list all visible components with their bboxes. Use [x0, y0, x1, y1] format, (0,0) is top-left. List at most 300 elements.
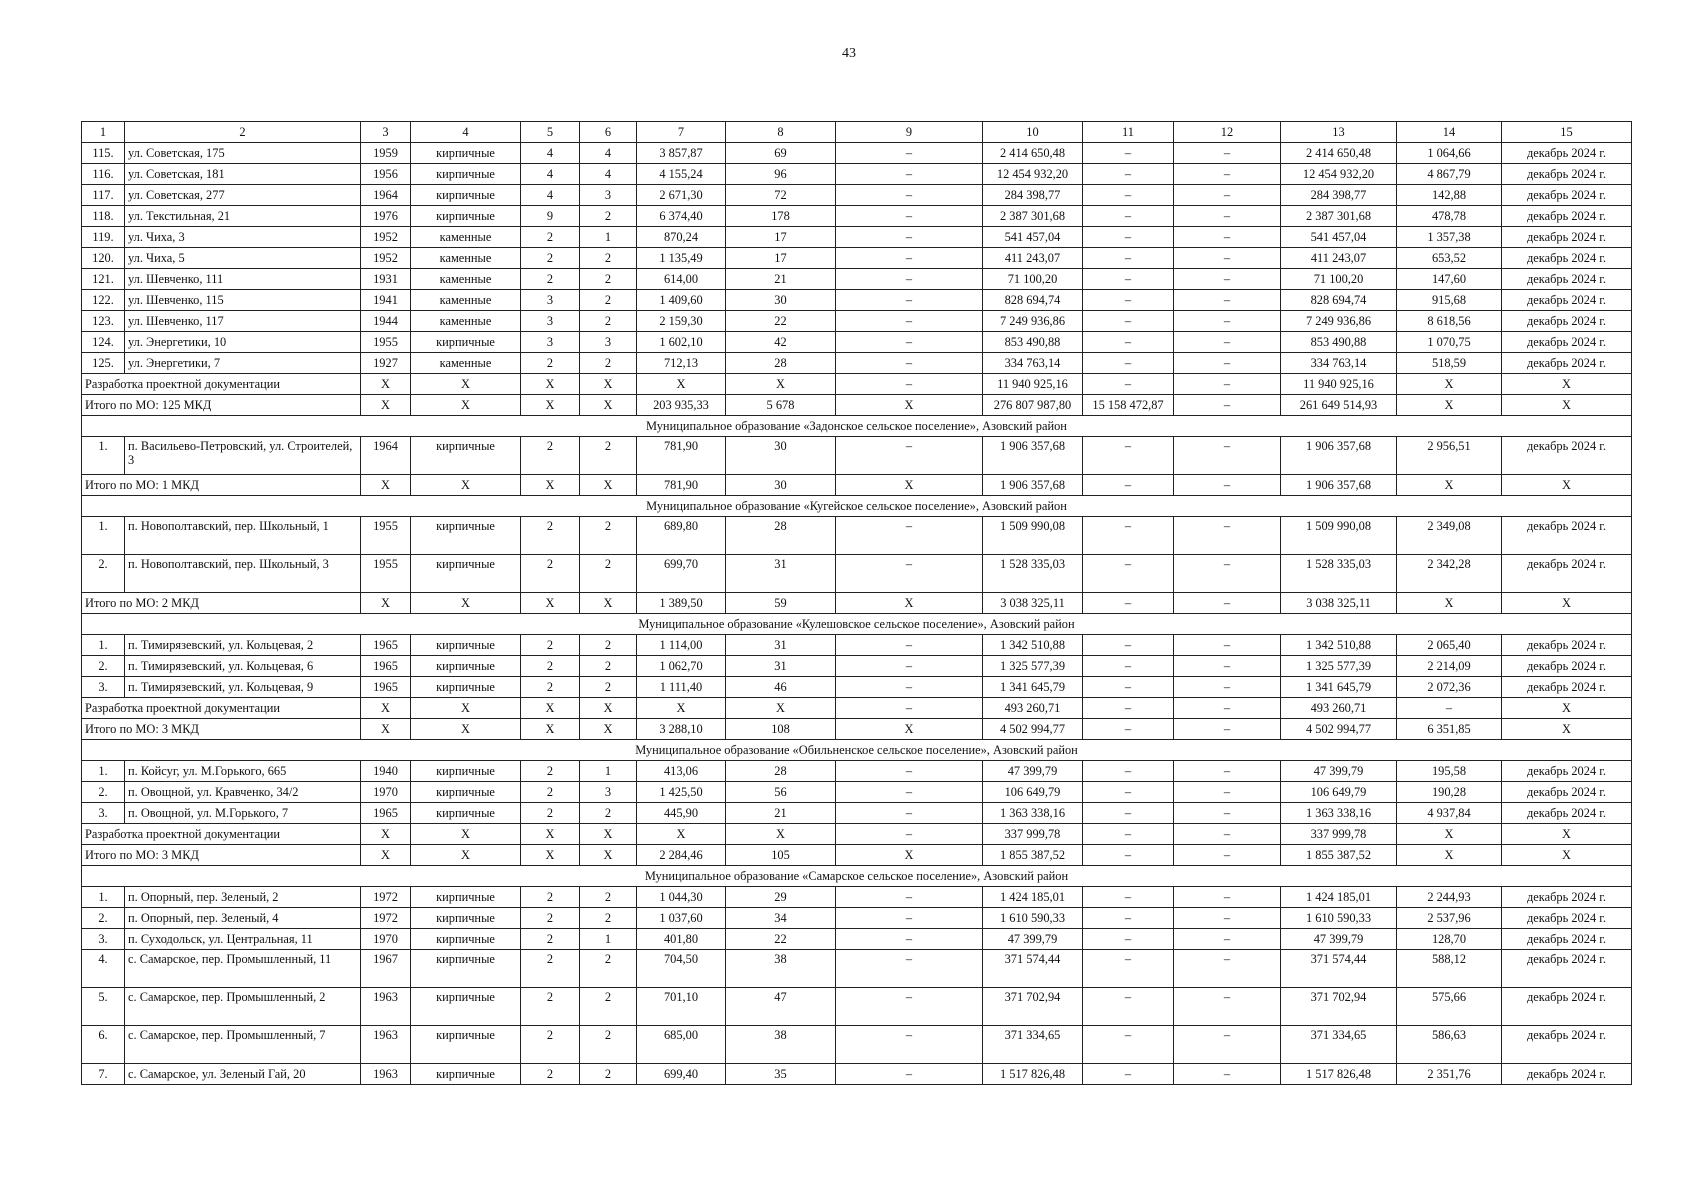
table-cell: 2: [521, 227, 580, 248]
table-cell: –: [1174, 761, 1281, 782]
table-cell: 35: [726, 1064, 836, 1085]
table-cell: 371 574,44: [1281, 950, 1397, 988]
table-cell: –: [1083, 988, 1174, 1026]
table-cell: декабрь 2024 г.: [1502, 164, 1632, 185]
table-cell: –: [836, 374, 983, 395]
table-cell: 122.: [82, 290, 125, 311]
housing-registry-table: [81, 121, 1632, 1085]
table-cell: 118.: [82, 206, 125, 227]
table-cell: 704,50: [637, 950, 726, 988]
table-cell: 2: [580, 517, 637, 555]
table-cell: 3.: [82, 929, 125, 950]
table-cell: 1: [580, 929, 637, 950]
table-cell: 853 490,88: [983, 332, 1083, 353]
address-cell: ул. Чиха, 3: [125, 227, 361, 248]
table-cell: X: [411, 475, 521, 496]
table-cell: –: [1174, 248, 1281, 269]
table-row: [82, 206, 1632, 227]
address-cell: с. Самарское, пер. Промышленный, 7: [125, 1026, 361, 1064]
table-cell: 9: [521, 206, 580, 227]
table-cell: –: [1174, 269, 1281, 290]
table-cell: 115.: [82, 143, 125, 164]
table-cell: 1 111,40: [637, 677, 726, 698]
total-label: Итого по МО: 3 МКД: [82, 845, 361, 866]
table-cell: 1963: [361, 1064, 411, 1085]
table-cell: 2.: [82, 908, 125, 929]
municipality-title: Муниципальное образование «Кулешовское сельское поселение», Азовский район: [82, 614, 1632, 635]
table-cell: 30: [726, 437, 836, 475]
table-cell: 15 158 472,87: [1083, 395, 1174, 416]
table-cell: 178: [726, 206, 836, 227]
table-cell: X: [836, 845, 983, 866]
table-cell: 117.: [82, 185, 125, 206]
table-cell: декабрь 2024 г.: [1502, 803, 1632, 824]
table-cell: декабрь 2024 г.: [1502, 248, 1632, 269]
table-cell: –: [1083, 1026, 1174, 1064]
table-cell: –: [836, 311, 983, 332]
table-cell: 47 399,79: [983, 761, 1083, 782]
table-cell: 2 387 301,68: [983, 206, 1083, 227]
table-cell: 2 671,30: [637, 185, 726, 206]
table-cell: 3: [580, 332, 637, 353]
table-cell: –: [1174, 555, 1281, 593]
table-row: [82, 761, 1632, 782]
address-cell: с. Самарское, пер. Промышленный, 2: [125, 988, 361, 1026]
table-cell: 2: [521, 269, 580, 290]
table-cell: 261 649 514,93: [1281, 395, 1397, 416]
table-cell: –: [1083, 206, 1174, 227]
table-cell: X: [836, 719, 983, 740]
table-cell: 689,80: [637, 517, 726, 555]
table-cell: декабрь 2024 г.: [1502, 290, 1632, 311]
table-cell: –: [1174, 988, 1281, 1026]
table-cell: 1 602,10: [637, 332, 726, 353]
table-cell: X: [361, 475, 411, 496]
table-cell: X: [361, 719, 411, 740]
table-cell: X: [521, 824, 580, 845]
table-cell: 1 363 338,16: [983, 803, 1083, 824]
table-cell: 2: [580, 353, 637, 374]
address-cell: п. Тимирязевский, ул. Кольцевая, 6: [125, 656, 361, 677]
table-cell: 8 618,56: [1397, 311, 1502, 332]
table-cell: 72: [726, 185, 836, 206]
address-cell: п. Овощной, ул. М.Горького, 7: [125, 803, 361, 824]
table-cell: декабрь 2024 г.: [1502, 143, 1632, 164]
table-cell: –: [1174, 185, 1281, 206]
table-cell: X: [521, 698, 580, 719]
table-cell: 2: [521, 1064, 580, 1085]
table-cell: –: [836, 185, 983, 206]
address-cell: п. Васильево-Петровский, ул. Строителей, 3: [125, 437, 361, 475]
table-cell: 1 425,50: [637, 782, 726, 803]
table-cell: 59: [726, 593, 836, 614]
table-cell: 3: [521, 311, 580, 332]
table-cell: декабрь 2024 г.: [1502, 887, 1632, 908]
table-cell: 4: [521, 143, 580, 164]
address-cell: ул. Советская, 181: [125, 164, 361, 185]
table-cell: 1 528 335,03: [1281, 555, 1397, 593]
table-cell: –: [836, 269, 983, 290]
table-cell: X: [580, 845, 637, 866]
table-cell: каменные: [411, 248, 521, 269]
table-cell: –: [1083, 555, 1174, 593]
table-cell: 284 398,77: [1281, 185, 1397, 206]
table-cell: –: [836, 929, 983, 950]
table-cell: 3 038 325,11: [1281, 593, 1397, 614]
address-cell: ул. Энергетики, 10: [125, 332, 361, 353]
table-cell: X: [637, 374, 726, 395]
table-cell: X: [1502, 374, 1632, 395]
table-cell: 2: [580, 311, 637, 332]
table-cell: X: [1502, 845, 1632, 866]
table-cell: 653,52: [1397, 248, 1502, 269]
table-cell: 1965: [361, 677, 411, 698]
table-cell: 1.: [82, 437, 125, 475]
address-cell: п. Тимирязевский, ул. Кольцевая, 2: [125, 635, 361, 656]
table-cell: –: [1083, 227, 1174, 248]
table-cell: –: [1083, 185, 1174, 206]
table-cell: –: [1083, 656, 1174, 677]
total-row: [82, 719, 1632, 740]
table-cell: –: [1083, 803, 1174, 824]
table-cell: 1967: [361, 950, 411, 988]
table-cell: 1 906 357,68: [983, 437, 1083, 475]
table-cell: 699,70: [637, 555, 726, 593]
column-number: 2: [125, 122, 361, 143]
table-cell: 371 702,94: [1281, 988, 1397, 1026]
table-cell: –: [1397, 698, 1502, 719]
table-cell: –: [836, 782, 983, 803]
table-cell: –: [1083, 475, 1174, 496]
total-row: [82, 593, 1632, 614]
table-row: [82, 290, 1632, 311]
table-cell: 3 288,10: [637, 719, 726, 740]
table-cell: 1955: [361, 517, 411, 555]
table-cell: 17: [726, 248, 836, 269]
table-cell: кирпичные: [411, 803, 521, 824]
table-cell: 1972: [361, 887, 411, 908]
table-cell: 575,66: [1397, 988, 1502, 1026]
table-cell: 116.: [82, 164, 125, 185]
table-cell: декабрь 2024 г.: [1502, 353, 1632, 374]
table-body: [82, 143, 1632, 1085]
table-cell: 46: [726, 677, 836, 698]
table-cell: X: [361, 845, 411, 866]
table-cell: 21: [726, 803, 836, 824]
table-cell: 614,00: [637, 269, 726, 290]
table-cell: –: [1174, 1026, 1281, 1064]
column-number-row: [82, 122, 1632, 143]
table-cell: 588,12: [1397, 950, 1502, 988]
address-cell: п. Тимирязевский, ул. Кольцевая, 9: [125, 677, 361, 698]
table-cell: X: [1502, 593, 1632, 614]
table-cell: –: [1174, 353, 1281, 374]
table-row: [82, 227, 1632, 248]
table-cell: 712,13: [637, 353, 726, 374]
table-cell: –: [1174, 332, 1281, 353]
table-cell: кирпичные: [411, 517, 521, 555]
table-cell: 3.: [82, 677, 125, 698]
table-cell: 96: [726, 164, 836, 185]
table-cell: –: [836, 164, 983, 185]
table-cell: –: [1083, 929, 1174, 950]
table-cell: 1 509 990,08: [983, 517, 1083, 555]
table-cell: 2: [521, 677, 580, 698]
table-cell: 1941: [361, 290, 411, 311]
total-label: Разработка проектной документации: [82, 374, 361, 395]
table-cell: 3.: [82, 803, 125, 824]
table-cell: 337 999,78: [983, 824, 1083, 845]
table-cell: декабрь 2024 г.: [1502, 1026, 1632, 1064]
table-cell: –: [836, 908, 983, 929]
table-cell: –: [836, 803, 983, 824]
table-cell: 445,90: [637, 803, 726, 824]
table-cell: 371 334,65: [983, 1026, 1083, 1064]
table-cell: 1.: [82, 761, 125, 782]
table-cell: X: [580, 698, 637, 719]
table-cell: 1 325 577,39: [1281, 656, 1397, 677]
table-cell: –: [1174, 908, 1281, 929]
table-row: [82, 437, 1632, 475]
table-cell: X: [1502, 475, 1632, 496]
table-cell: –: [1174, 1064, 1281, 1085]
table-cell: 334 763,14: [1281, 353, 1397, 374]
table-cell: 106 649,79: [1281, 782, 1397, 803]
table-cell: 2 214,09: [1397, 656, 1502, 677]
table-cell: 1 135,49: [637, 248, 726, 269]
table-cell: 1 389,50: [637, 593, 726, 614]
table-cell: X: [836, 593, 983, 614]
table-cell: –: [836, 248, 983, 269]
table-cell: 2: [580, 887, 637, 908]
table-cell: кирпичные: [411, 143, 521, 164]
table-cell: 2 414 650,48: [983, 143, 1083, 164]
table-cell: X: [836, 475, 983, 496]
table-cell: 1 357,38: [1397, 227, 1502, 248]
table-cell: 28: [726, 353, 836, 374]
table-cell: кирпичные: [411, 929, 521, 950]
table-cell: 30: [726, 290, 836, 311]
table-cell: 2 284,46: [637, 845, 726, 866]
address-cell: п. Опорный, пер. Зеленый, 2: [125, 887, 361, 908]
table-cell: 1 906 357,68: [1281, 437, 1397, 475]
table-cell: –: [836, 227, 983, 248]
table-cell: 685,00: [637, 1026, 726, 1064]
table-cell: 2: [580, 656, 637, 677]
table-cell: 1 424 185,01: [983, 887, 1083, 908]
table-cell: –: [836, 656, 983, 677]
total-row: [82, 845, 1632, 866]
column-number: 13: [1281, 122, 1397, 143]
table-cell: 2.: [82, 555, 125, 593]
table-cell: X: [411, 824, 521, 845]
table-cell: 4 937,84: [1397, 803, 1502, 824]
address-cell: п. Новополтавский, пер. Школьный, 3: [125, 555, 361, 593]
table-cell: 1 114,00: [637, 635, 726, 656]
table-cell: 128,70: [1397, 929, 1502, 950]
table-cell: –: [836, 206, 983, 227]
table-cell: –: [1174, 164, 1281, 185]
table-cell: X: [726, 374, 836, 395]
table-cell: 284 398,77: [983, 185, 1083, 206]
column-number: 11: [1083, 122, 1174, 143]
table-cell: 47: [726, 988, 836, 1026]
table-cell: декабрь 2024 г.: [1502, 761, 1632, 782]
table-cell: –: [1083, 635, 1174, 656]
table-cell: кирпичные: [411, 950, 521, 988]
table-cell: –: [1083, 353, 1174, 374]
table-cell: 1959: [361, 143, 411, 164]
table-cell: –: [1083, 908, 1174, 929]
table-cell: 47 399,79: [983, 929, 1083, 950]
page-number: 43: [842, 46, 856, 61]
total-label: Разработка проектной документации: [82, 824, 361, 845]
table-cell: X: [521, 395, 580, 416]
table-cell: 1965: [361, 803, 411, 824]
total-row: [82, 824, 1632, 845]
table-cell: X: [580, 719, 637, 740]
table-cell: 125.: [82, 353, 125, 374]
table-cell: 69: [726, 143, 836, 164]
table-cell: –: [1083, 164, 1174, 185]
table-cell: 31: [726, 555, 836, 593]
table-cell: 2: [521, 248, 580, 269]
table-row: [82, 929, 1632, 950]
total-row: [82, 475, 1632, 496]
table-cell: X: [580, 395, 637, 416]
table-cell: 1 509 990,08: [1281, 517, 1397, 555]
table-cell: –: [836, 353, 983, 374]
municipality-title: Муниципальное образование «Кугейское сельское поселение», Азовский район: [82, 496, 1632, 517]
table-cell: –: [1083, 290, 1174, 311]
column-number: 3: [361, 122, 411, 143]
table-cell: 276 807 987,80: [983, 395, 1083, 416]
table-cell: 1956: [361, 164, 411, 185]
table-cell: 1 070,75: [1397, 332, 1502, 353]
table-cell: 701,10: [637, 988, 726, 1026]
section-header-row: [82, 614, 1632, 635]
address-cell: п. Овощной, ул. Кравченко, 34/2: [125, 782, 361, 803]
table-cell: –: [1083, 824, 1174, 845]
table-cell: –: [1174, 929, 1281, 950]
table-cell: 190,28: [1397, 782, 1502, 803]
table-cell: декабрь 2024 г.: [1502, 437, 1632, 475]
table-cell: 870,24: [637, 227, 726, 248]
table-cell: 4: [580, 143, 637, 164]
table-cell: 2: [580, 803, 637, 824]
table-cell: кирпичные: [411, 988, 521, 1026]
table-cell: кирпичные: [411, 437, 521, 475]
table-cell: 3: [521, 290, 580, 311]
table-cell: –: [1174, 374, 1281, 395]
table-cell: X: [361, 374, 411, 395]
table-cell: 2: [521, 437, 580, 475]
table-cell: X: [1397, 475, 1502, 496]
table-cell: –: [1083, 332, 1174, 353]
table-cell: –: [1174, 143, 1281, 164]
table-cell: декабрь 2024 г.: [1502, 311, 1632, 332]
table-cell: 4 502 994,77: [983, 719, 1083, 740]
table-cell: 2: [521, 517, 580, 555]
table-cell: 371 574,44: [983, 950, 1083, 988]
table-cell: X: [361, 395, 411, 416]
table-cell: 2: [521, 887, 580, 908]
address-cell: п. Суходольск, ул. Центральная, 11: [125, 929, 361, 950]
table-cell: 28: [726, 517, 836, 555]
table-cell: 123.: [82, 311, 125, 332]
table-cell: 120.: [82, 248, 125, 269]
table-row: [82, 555, 1632, 593]
table-cell: 1965: [361, 656, 411, 677]
table-cell: 4: [580, 164, 637, 185]
table-cell: 1 409,60: [637, 290, 726, 311]
table-cell: 828 694,74: [1281, 290, 1397, 311]
table-cell: декабрь 2024 г.: [1502, 206, 1632, 227]
table-cell: 1 424 185,01: [1281, 887, 1397, 908]
table-cell: –: [1174, 698, 1281, 719]
table-cell: 2: [580, 677, 637, 698]
table-cell: 2 349,08: [1397, 517, 1502, 555]
table-cell: 3 857,87: [637, 143, 726, 164]
total-label: Итого по МО: 1 МКД: [82, 475, 361, 496]
table-cell: –: [1083, 761, 1174, 782]
table-cell: X: [1502, 719, 1632, 740]
table-cell: 1964: [361, 437, 411, 475]
table-cell: 1963: [361, 1026, 411, 1064]
table-cell: –: [1174, 824, 1281, 845]
table-cell: 493 260,71: [1281, 698, 1397, 719]
table-cell: 2 537,96: [1397, 908, 1502, 929]
table-cell: X: [1397, 845, 1502, 866]
table-cell: –: [836, 1026, 983, 1064]
table-cell: X: [411, 593, 521, 614]
table-cell: –: [836, 698, 983, 719]
table-cell: кирпичные: [411, 656, 521, 677]
table-cell: –: [1174, 227, 1281, 248]
table-cell: 2: [521, 635, 580, 656]
table-cell: 2 072,36: [1397, 677, 1502, 698]
table-row: [82, 950, 1632, 988]
table-cell: 1970: [361, 782, 411, 803]
table-cell: 1 517 826,48: [1281, 1064, 1397, 1085]
table-cell: 586,63: [1397, 1026, 1502, 1064]
table-cell: X: [411, 719, 521, 740]
table-cell: 2: [521, 353, 580, 374]
table-cell: 371 702,94: [983, 988, 1083, 1026]
table-cell: 3 038 325,11: [983, 593, 1083, 614]
table-cell: декабрь 2024 г.: [1502, 908, 1632, 929]
table-cell: –: [1174, 635, 1281, 656]
table-cell: кирпичные: [411, 332, 521, 353]
address-cell: ул. Шевченко, 111: [125, 269, 361, 290]
table-cell: 7 249 936,86: [983, 311, 1083, 332]
table-cell: 1 037,60: [637, 908, 726, 929]
table-cell: X: [411, 374, 521, 395]
table-cell: X: [521, 475, 580, 496]
table-cell: 7.: [82, 1064, 125, 1085]
table-cell: 1 325 577,39: [983, 656, 1083, 677]
table-cell: –: [1174, 887, 1281, 908]
table-cell: 31: [726, 635, 836, 656]
table-cell: –: [836, 332, 983, 353]
table-cell: 7 249 936,86: [1281, 311, 1397, 332]
table-cell: X: [411, 395, 521, 416]
table-cell: 2 956,51: [1397, 437, 1502, 475]
table-cell: 1 528 335,03: [983, 555, 1083, 593]
municipality-title: Муниципальное образование «Самарское сельское поселение», Азовский район: [82, 866, 1632, 887]
table-row: [82, 1064, 1632, 1085]
table-cell: –: [836, 677, 983, 698]
